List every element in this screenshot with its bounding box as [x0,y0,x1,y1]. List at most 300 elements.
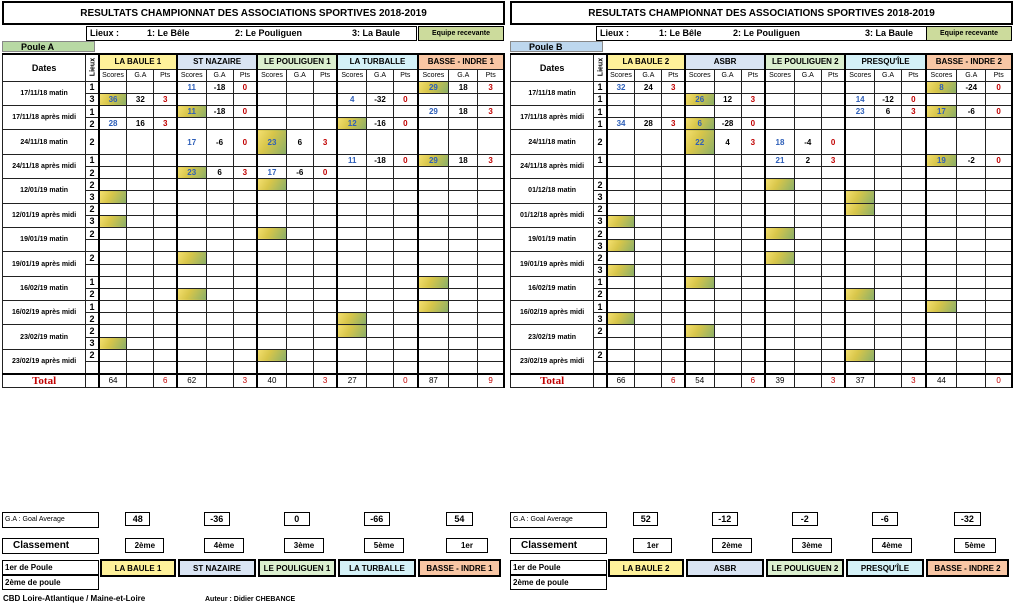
team-total-pts: 0 [394,374,418,388]
score-cell [926,179,957,191]
pts-cell [986,227,1012,239]
pts-cell [821,288,845,300]
final-team-1: ST NAZAIRE [178,559,256,577]
lieux-label: Lieux : [90,28,120,38]
ga-cell [794,167,821,179]
score-cell [99,179,127,191]
score-cell [337,337,366,349]
score-cell [765,252,794,264]
ga-cell [957,313,986,325]
team-header-4: BASSE - INDRE 2 [926,54,1012,69]
ga-cell [874,362,901,374]
score-cell: 19 [926,154,957,166]
ga-cell [635,167,662,179]
score-cell [99,313,127,325]
ga-cell [367,288,394,300]
ga-cell [449,301,478,313]
score-cell: 23 [177,167,206,179]
team-header-3: LA TURBALLE [337,54,417,69]
lieu-cell: 2 [86,118,99,130]
pts-cell: 0 [233,130,257,154]
ga-cell: -6 [206,130,233,154]
team-total: 37 [845,374,874,388]
ga-cell [286,191,313,203]
pts-cell [986,288,1012,300]
ga-cell [714,349,741,361]
results-title: RESULTATS CHAMPIONNAT DES ASSOCIATIONS SPORTIVES 2018-2019 [510,1,1013,25]
score-cell [607,167,635,179]
ga-cell [449,203,478,215]
lieu-cell: 3 [86,337,99,349]
score-cell [257,240,286,252]
team-rank: 2ème [712,538,752,553]
pts-cell [821,167,845,179]
team-rank: 1er [446,538,489,553]
ga-cell [127,362,154,374]
ga-cell [449,313,478,325]
pts-cell [662,337,685,349]
team-header-4: BASSE - INDRE 1 [418,54,504,69]
score-cell [685,191,714,203]
score-cell [418,203,449,215]
ga-cell [714,276,741,288]
ga-cell [635,325,662,337]
pts-cell [478,179,504,191]
score-cell: 4 [337,93,366,105]
score-cell: 22 [685,130,714,154]
pts-cell [902,154,926,166]
pts-cell [986,167,1012,179]
score-cell [845,276,874,288]
score-cell [99,240,127,252]
ga-cell [206,313,233,325]
ga-cell [957,191,986,203]
score-cell [845,191,874,203]
ga-cell [714,337,741,349]
pts-cell [233,203,257,215]
ga-cell [874,81,901,93]
lieu-cell: 2 [594,203,607,215]
score-cell [926,301,957,313]
pts-cell [313,179,337,191]
pts-cell [313,81,337,93]
date-cell: 16/02/19 après midi [511,301,594,325]
score-cell [99,81,127,93]
pts-cell [741,167,765,179]
score-cell [99,362,127,374]
pts-cell [902,167,926,179]
ga-cell [449,191,478,203]
pts-cell [233,313,257,325]
score-cell [177,349,206,361]
pts-cell [394,252,418,264]
ga-cell [286,203,313,215]
ga-cell [449,179,478,191]
pts-cell [154,240,177,252]
score-cell [926,215,957,227]
ga-cell [957,349,986,361]
ga-cell [957,301,986,313]
ga-cell [127,313,154,325]
ga-cell [367,362,394,374]
ga-cell [635,349,662,361]
team-total: 62 [177,374,206,388]
pts-cell [394,349,418,361]
score-cell [845,337,874,349]
score-cell [177,362,206,374]
ga-cell [794,337,821,349]
ga-cell [367,179,394,191]
team-rank: 4ème [204,538,244,553]
pts-cell [313,191,337,203]
ga-cell [286,349,313,361]
team-total-pts: 6 [662,374,685,388]
score-cell: 11 [177,106,206,118]
score-cell [685,154,714,166]
sub-header-scores: Scores [257,69,286,81]
team-goal-average: 54 [446,512,473,526]
sub-header-pts: Pts [394,69,418,81]
final-team-2: LE POULIGUEN 2 [766,559,844,577]
ga-cell: 2 [794,154,821,166]
ga-cell [714,301,741,313]
pts-cell [313,264,337,276]
pts-cell [741,337,765,349]
score-cell [685,252,714,264]
sub-header-scores: Scores [765,69,794,81]
lieu-cell: 1 [86,81,99,93]
ga-cell: 18 [449,106,478,118]
score-cell: 21 [765,154,794,166]
pts-cell [662,167,685,179]
ga-cell [449,264,478,276]
pts-cell [902,301,926,313]
pts-cell [313,349,337,361]
lieu-cell: 3 [86,215,99,227]
date-cell: 23/02/19 après midi [511,349,594,373]
pts-cell [233,154,257,166]
ga-cell [874,337,901,349]
ga-cell [714,240,741,252]
pts-cell [662,325,685,337]
pts-cell [902,252,926,264]
team-goal-average: 48 [125,512,150,526]
date-cell: 01/12/18 matin [511,179,594,203]
score-cell [337,252,366,264]
score-cell [418,337,449,349]
score-cell [845,118,874,130]
score-cell [418,167,449,179]
lieu-cell: 2 [86,252,99,264]
lieu-cell: 2 [594,288,607,300]
ga-cell [957,118,986,130]
score-cell [607,215,635,227]
sub-header-pts: Pts [478,69,504,81]
classement-label: Classement [510,538,607,554]
pts-cell [313,118,337,130]
ga-cell [127,215,154,227]
lieu-2: 2: Le Pouliguen [235,28,303,38]
ga-cell [127,106,154,118]
ga-cell [794,264,821,276]
date-cell: 24/11/18 matin [3,130,86,154]
ga-cell [206,276,233,288]
score-cell [685,81,714,93]
sub-header-ga: G.A [874,69,901,81]
team-goal-average: -66 [364,512,390,526]
pts-cell [154,227,177,239]
pts-cell: 3 [662,81,685,93]
final-team-0: LA BAULE 1 [100,559,176,577]
ga-cell [635,276,662,288]
lieu-cell: 2 [594,227,607,239]
ga-cell [874,276,901,288]
lieu-cell: 2 [594,252,607,264]
pts-cell [662,191,685,203]
pts-cell [313,313,337,325]
ga-cell [286,240,313,252]
score-cell [177,179,206,191]
pts-cell [154,106,177,118]
pts-cell: 0 [394,93,418,105]
pts-cell [478,313,504,325]
pts-cell [741,362,765,374]
pts-cell [394,191,418,203]
lieu-cell: 3 [594,240,607,252]
score-cell: 29 [418,81,449,93]
pts-cell [741,252,765,264]
pts-cell [478,191,504,203]
sub-header-pts: Pts [233,69,257,81]
score-cell [607,276,635,288]
ga-cell: -2 [957,154,986,166]
ga-cell [794,191,821,203]
score-cell [177,325,206,337]
score-cell [337,179,366,191]
sub-header-pts: Pts [154,69,177,81]
pts-cell: 0 [741,118,765,130]
lieu-cell [86,264,99,276]
score-cell [685,362,714,374]
score-cell [418,313,449,325]
team-goal-average: 52 [633,512,658,526]
results-grid [510,53,1013,388]
pts-cell [478,276,504,288]
pts-cell [313,215,337,227]
score-cell [607,301,635,313]
date-cell: 19/01/19 matin [3,227,86,251]
lieu-1: 1: Le Bêle [147,28,190,38]
pts-cell [741,301,765,313]
pts-cell [902,325,926,337]
score-cell [418,240,449,252]
ga-cell [286,118,313,130]
sub-header-ga: G.A [635,69,662,81]
team-goal-average: -32 [954,512,981,526]
equipe-recevante-legend: Equipe recevante [418,26,504,41]
ga-cell [127,191,154,203]
team-rank: 2ème [125,538,164,553]
score-cell [257,93,286,105]
ga-cell [874,301,901,313]
score-cell [177,240,206,252]
lieux-header: Lieux [594,54,607,81]
score-cell [177,276,206,288]
ga-cell: -6 [957,106,986,118]
score-cell [607,154,635,166]
pts-cell: 0 [986,106,1012,118]
score-cell [845,203,874,215]
lieu-cell: 1 [594,154,607,166]
score-cell [926,203,957,215]
ga-cell [206,227,233,239]
pts-cell [902,215,926,227]
ga-cell: -12 [874,93,901,105]
score-cell [257,349,286,361]
pts-cell [986,276,1012,288]
score-cell [685,264,714,276]
sub-header-scores: Scores [845,69,874,81]
score-cell [257,337,286,349]
ga-cell [794,252,821,264]
pts-cell [902,130,926,154]
ga-cell [127,227,154,239]
ga-cell [206,337,233,349]
score-cell [607,93,635,105]
goal-average-label: G.A : Goal Average [510,512,607,528]
score-cell [685,337,714,349]
lieu-2: 2: Le Pouliguen [733,28,801,38]
pts-cell [313,240,337,252]
team-rank: 5ème [954,538,997,553]
date-cell: 19/01/19 matin [511,227,594,251]
ga-cell [874,252,901,264]
ga-cell [714,288,741,300]
score-cell [99,252,127,264]
ga-cell [286,227,313,239]
ga-cell [794,227,821,239]
pts-cell [986,264,1012,276]
team-total-pts: 3 [902,374,926,388]
pts-cell: 0 [394,154,418,166]
pts-cell [233,179,257,191]
lieu-cell: 2 [86,349,99,361]
team-total: 44 [926,374,957,388]
ga-cell: 32 [127,93,154,105]
ga-cell [127,264,154,276]
team-header-1: ST NAZAIRE [177,54,257,69]
pts-cell [478,325,504,337]
ga-cell [367,349,394,361]
ga-cell [367,106,394,118]
total-label: Total [3,374,86,388]
pts-cell: 3 [478,106,504,118]
ga-cell [127,288,154,300]
score-cell [337,288,366,300]
ga-cell [286,362,313,374]
pts-cell [478,118,504,130]
pts-cell [741,325,765,337]
pts-cell [478,264,504,276]
date-cell: 16/02/19 matin [511,276,594,300]
ga-cell [127,276,154,288]
score-cell [926,313,957,325]
ga-cell [635,362,662,374]
lieu-cell: 3 [594,191,607,203]
score-cell: 34 [607,118,635,130]
team-total: 27 [337,374,366,388]
score-cell: 29 [418,154,449,166]
ga-cell [635,93,662,105]
score-cell [418,93,449,105]
score-cell [765,93,794,105]
score-cell [765,191,794,203]
ga-cell [206,264,233,276]
pts-cell [233,93,257,105]
ga-cell [367,240,394,252]
pts-cell [394,130,418,154]
date-cell: 16/02/19 matin [3,276,86,300]
dates-header: Dates [511,54,594,81]
score-cell [99,337,127,349]
score-cell [685,325,714,337]
lieu-cell: 1 [594,301,607,313]
pts-cell [821,337,845,349]
score-cell [99,167,127,179]
pts-cell [902,362,926,374]
pts-cell [986,130,1012,154]
sub-header-pts: Pts [821,69,845,81]
ga-cell [957,337,986,349]
pts-cell [313,106,337,118]
date-cell: 17/11/18 après midi [3,106,86,130]
pts-cell [478,203,504,215]
score-cell [177,252,206,264]
date-cell: 23/02/19 après midi [3,349,86,373]
ga-cell [206,362,233,374]
score-cell [607,288,635,300]
lieu-cell: 3 [594,215,607,227]
lieu-1: 1: Le Bêle [659,28,702,38]
score-cell [607,203,635,215]
pts-cell [394,362,418,374]
poule-label: Poule A [2,41,95,52]
lieu-cell: 2 [86,167,99,179]
team-rank: 1er [633,538,672,553]
score-cell [177,118,206,130]
ga-cell: 16 [127,118,154,130]
score-cell [257,362,286,374]
sub-header-pts: Pts [902,69,926,81]
score-cell [257,154,286,166]
pts-cell [154,325,177,337]
sub-header-pts: Pts [313,69,337,81]
ga-cell [286,179,313,191]
pts-cell [821,227,845,239]
team-rank: 4ème [872,538,912,553]
pts-cell: 0 [986,154,1012,166]
score-cell [845,288,874,300]
ga-cell [127,203,154,215]
score-cell [926,130,957,154]
pts-cell [986,191,1012,203]
pts-cell [478,362,504,374]
ga-cell [367,264,394,276]
pts-cell [662,130,685,154]
lieu-cell: 1 [594,276,607,288]
ga-cell [635,313,662,325]
pts-cell: 3 [313,130,337,154]
